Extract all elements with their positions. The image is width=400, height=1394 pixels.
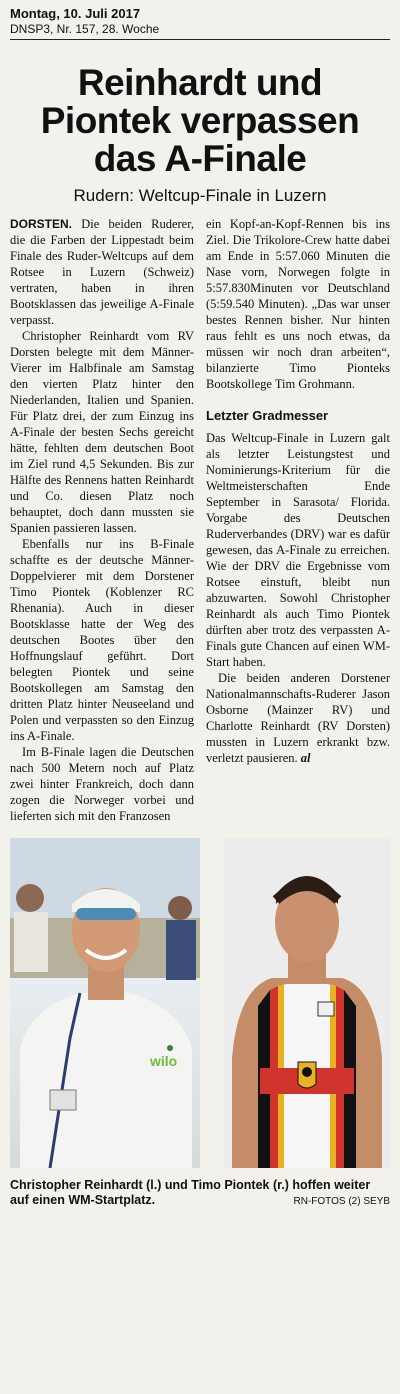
photo-caption: Christopher Reinhardt (l.) und Timo Piontek (r.) hoffen weiter auf einen WM-Startplatz. xyxy=(10,1178,371,1207)
photo-area xyxy=(10,838,390,1178)
article-column-2 xyxy=(206,216,390,824)
photo-christopher-reinhardt xyxy=(10,838,200,1168)
section-subheading: Letzter Gradmesser xyxy=(206,408,329,423)
rower-photo-illustration-right xyxy=(224,838,390,1168)
paragraph: ein Kopf-an-Kopf-Rennen bis ins Ziel. Die Trikolore-Crew hatte dabei am Ende in 5:57.060 Minuten die Nase vorn, Norwegen folgte in 5:57.830Minuten vor Deutschland (5:59.540 Minuten). „Das war unser bestes Rennen bisher. Nur hinten raus fehlt es uns noch etwas, da müssen wir noch dran arbeiten“, bilanzierte Timo Pionteks Bootskollege Tim Grohmann. xyxy=(206,217,390,391)
subheadline: Rudern: Weltcup-Finale in Luzern xyxy=(73,186,327,205)
paragraph xyxy=(206,670,390,766)
paragraph: Ebenfalls nur ins B-Finale schaffte es der deutsche Männer-Doppelvierer mit dem Dorstener Timo Piontek (Koblenzer RC Rhenania). Auch in dieser Bootsklasse hatte der Weg des deutschen Bootes über den Hoffnungslauf geführt. Dort belegten Piontek und seine Bootskollegen am Samstag den dritten Platz hinter Neuseeland und Polen und verpassten so den Einzug ins A-Finale. xyxy=(10,537,194,743)
photo-timo-piontek xyxy=(224,838,390,1168)
paragraph: Christopher Reinhardt vom RV Dorsten belegte mit dem Männer-Vierer im Halbfinale am Samstag den vierten Platz hinter den Niederlanden, Italien und Spanien. Für Platz drei, der zum Einzug ins A-Finale der besten Sechs gereicht hätte, fehlten dem deutschen Boot im Ziel rund 4,5 Sekunden. Bis zur Hälfte des Rennens hatten Reinhardt und Co. diesen Platz noch behauptet, doch dann mussten sie Spanien passieren lassen. xyxy=(10,329,194,535)
header-rule xyxy=(10,39,390,40)
issue-date: Montag, 10. Juli 2017 xyxy=(10,6,141,21)
article-column-1 xyxy=(10,216,194,824)
headline-line-3: das A-Finale xyxy=(93,138,307,179)
paragraph xyxy=(10,216,194,328)
headline-line-1: Reinhardt und xyxy=(77,62,323,103)
paragraph: Im B-Finale lagen die Deutschen nach 500 Metern noch auf Platz zwei hinter Frankreich, doch dann zogen die Norweger vorbei und lieferten sich mit den Franzosen xyxy=(10,745,194,823)
rower-photo-illustration-left xyxy=(10,838,200,1168)
paragraph-text: Die beiden Ruderer, die die Farben der Lippestadt beim Finale des Ruder-Weltcups auf dem Rotsee in Luzern (Schweiz) vertraten, haben in ihren Bootsklassen das jeweilige A-Finale verpasst. xyxy=(10,217,194,327)
edition-info: DNSP3, Nr. 157, 28. Woche xyxy=(10,22,160,36)
author-signature: al xyxy=(300,751,311,765)
article-body xyxy=(10,216,390,824)
dateline: DORSTEN. xyxy=(10,217,73,231)
shirt-logo-text: wilo xyxy=(150,1053,178,1069)
headline xyxy=(10,64,390,178)
paragraph-text: Die beiden anderen Dorstener Nationalmannschafts-Ruderer Jason Osborne (Mainzer RV) und Charlotte Reinhardt (RV Dorsten) mussten in Luzern erkrankt bzw. verletzt pausieren. xyxy=(206,671,390,765)
headline-line-2: Piontek verpassen xyxy=(40,100,360,141)
photo-credit: RN-FOTOS (2) SEYB xyxy=(293,1196,390,1207)
paragraph: Das Weltcup-Finale in Luzern galt als letzter Leistungstest und Nominierungs-Kriterium für die Weltmeisterschaften Ende September in Sarasota/ Florida. Vorgabe des Deutschen Ruderverbandes (DRV) war es dafür gewesen, das A-Finale zu erreichen. Wie der DRV die Ergebnisse vom Rotsee einstuft, bleibt nun abzuwarten. Sowohl Christopher Reinhardt als auch Timo Piontek dürften aber trotz des verpassten A-Finals gute Chancen auf einen WM-Start haben. xyxy=(206,431,390,669)
page-header xyxy=(10,0,390,40)
